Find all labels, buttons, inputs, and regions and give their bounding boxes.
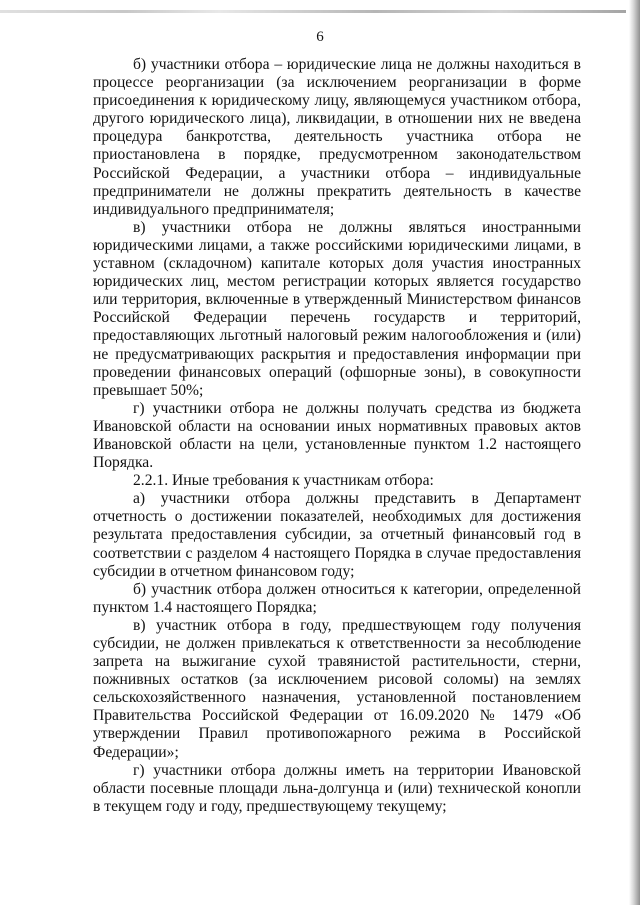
scan-shadow-right: [629, 0, 640, 905]
paragraph-b-legal-entities: б) участники отбора – юридические лица не должны находиться в процессе реорганизации (за исключением реорганизации в форме присоединения к юридическому лицу, являющемуся участником отбора, другого юридического лица), ликвидации, в отношении них не введена процедура банкротства, деятельность участника отбора не приостановлена в порядке, предусмотренном законодательством Российской Федерации, а участники отбора – индивидуальные предприниматели не должны прекратить деятельность в качестве индивидуального предпринимателя;: [93, 56, 581, 218]
paragraph-v-foreign-entities: в) участники отбора не должны являться иностранными юридическими лицами, а также российскими юридическими лицами, в уставном (складочном) капитале которых доля участия иностранных юридических лиц, местом регистрации которых является государство или территория, включенные в утвержденный Министерством финансов Российской Федерации перечень государств и территорий, предоставляющих льготный налоговый режим налогообложения и (или) не предусматривающих раскрытия и предоставления информации при проведении финансовых операций (офшорные зоны), в совокупности превышает 50%;: [93, 218, 581, 399]
paragraph-v-fire-regulations: в) участник отбора в году, предшествующем году получения субсидии, не должен привлекаться к ответственности за несоблюдение запрета на выжигание сухой травянистой растительности, стерни, пожнивных остатков (за исключением рисовой соломы) на землях сельскохозяйственного назначения, установленной постановлением Правительства Российской Федерации от 16.09.2020 № 1479 «Об утверждении Правил противопожарного режима в Российской Федерации»;: [93, 616, 581, 761]
paragraph-g-budget-funds: г) участники отбора не должны получать средства из бюджета Ивановской области на основании иных нормативных правовых актов Ивановской области на цели, установленные пунктом 1.2 настоящего Порядка.: [93, 399, 581, 472]
paragraph-b-category: б) участник отбора должен относиться к категории, определенной пунктом 1.4 настоящего Порядка;: [93, 580, 581, 616]
page-number: 6: [316, 29, 324, 45]
paragraph-a-reporting: а) участники отбора должны представить в Департамент отчетность о достижении показателей, необходимых для достижения результата предоставления субсидии, за отчетный финансовый год в соответствии с разделом 4 настоящего Порядка в случае предоставления субсидии в отчетном финансовом году;: [93, 490, 581, 580]
paragraph-g-sown-areas: г) участники отбора должны иметь на территории Ивановской области посевные площади льна-долгунца и (или) технической конопли в текущем году и году, предшествующему текущему;: [93, 761, 581, 815]
section-heading-2-2-1: 2.2.1. Иные требования к участникам отбора:: [133, 472, 434, 490]
scan-edge-artifact: [0, 10, 626, 13]
document-body: [93, 56, 581, 816]
